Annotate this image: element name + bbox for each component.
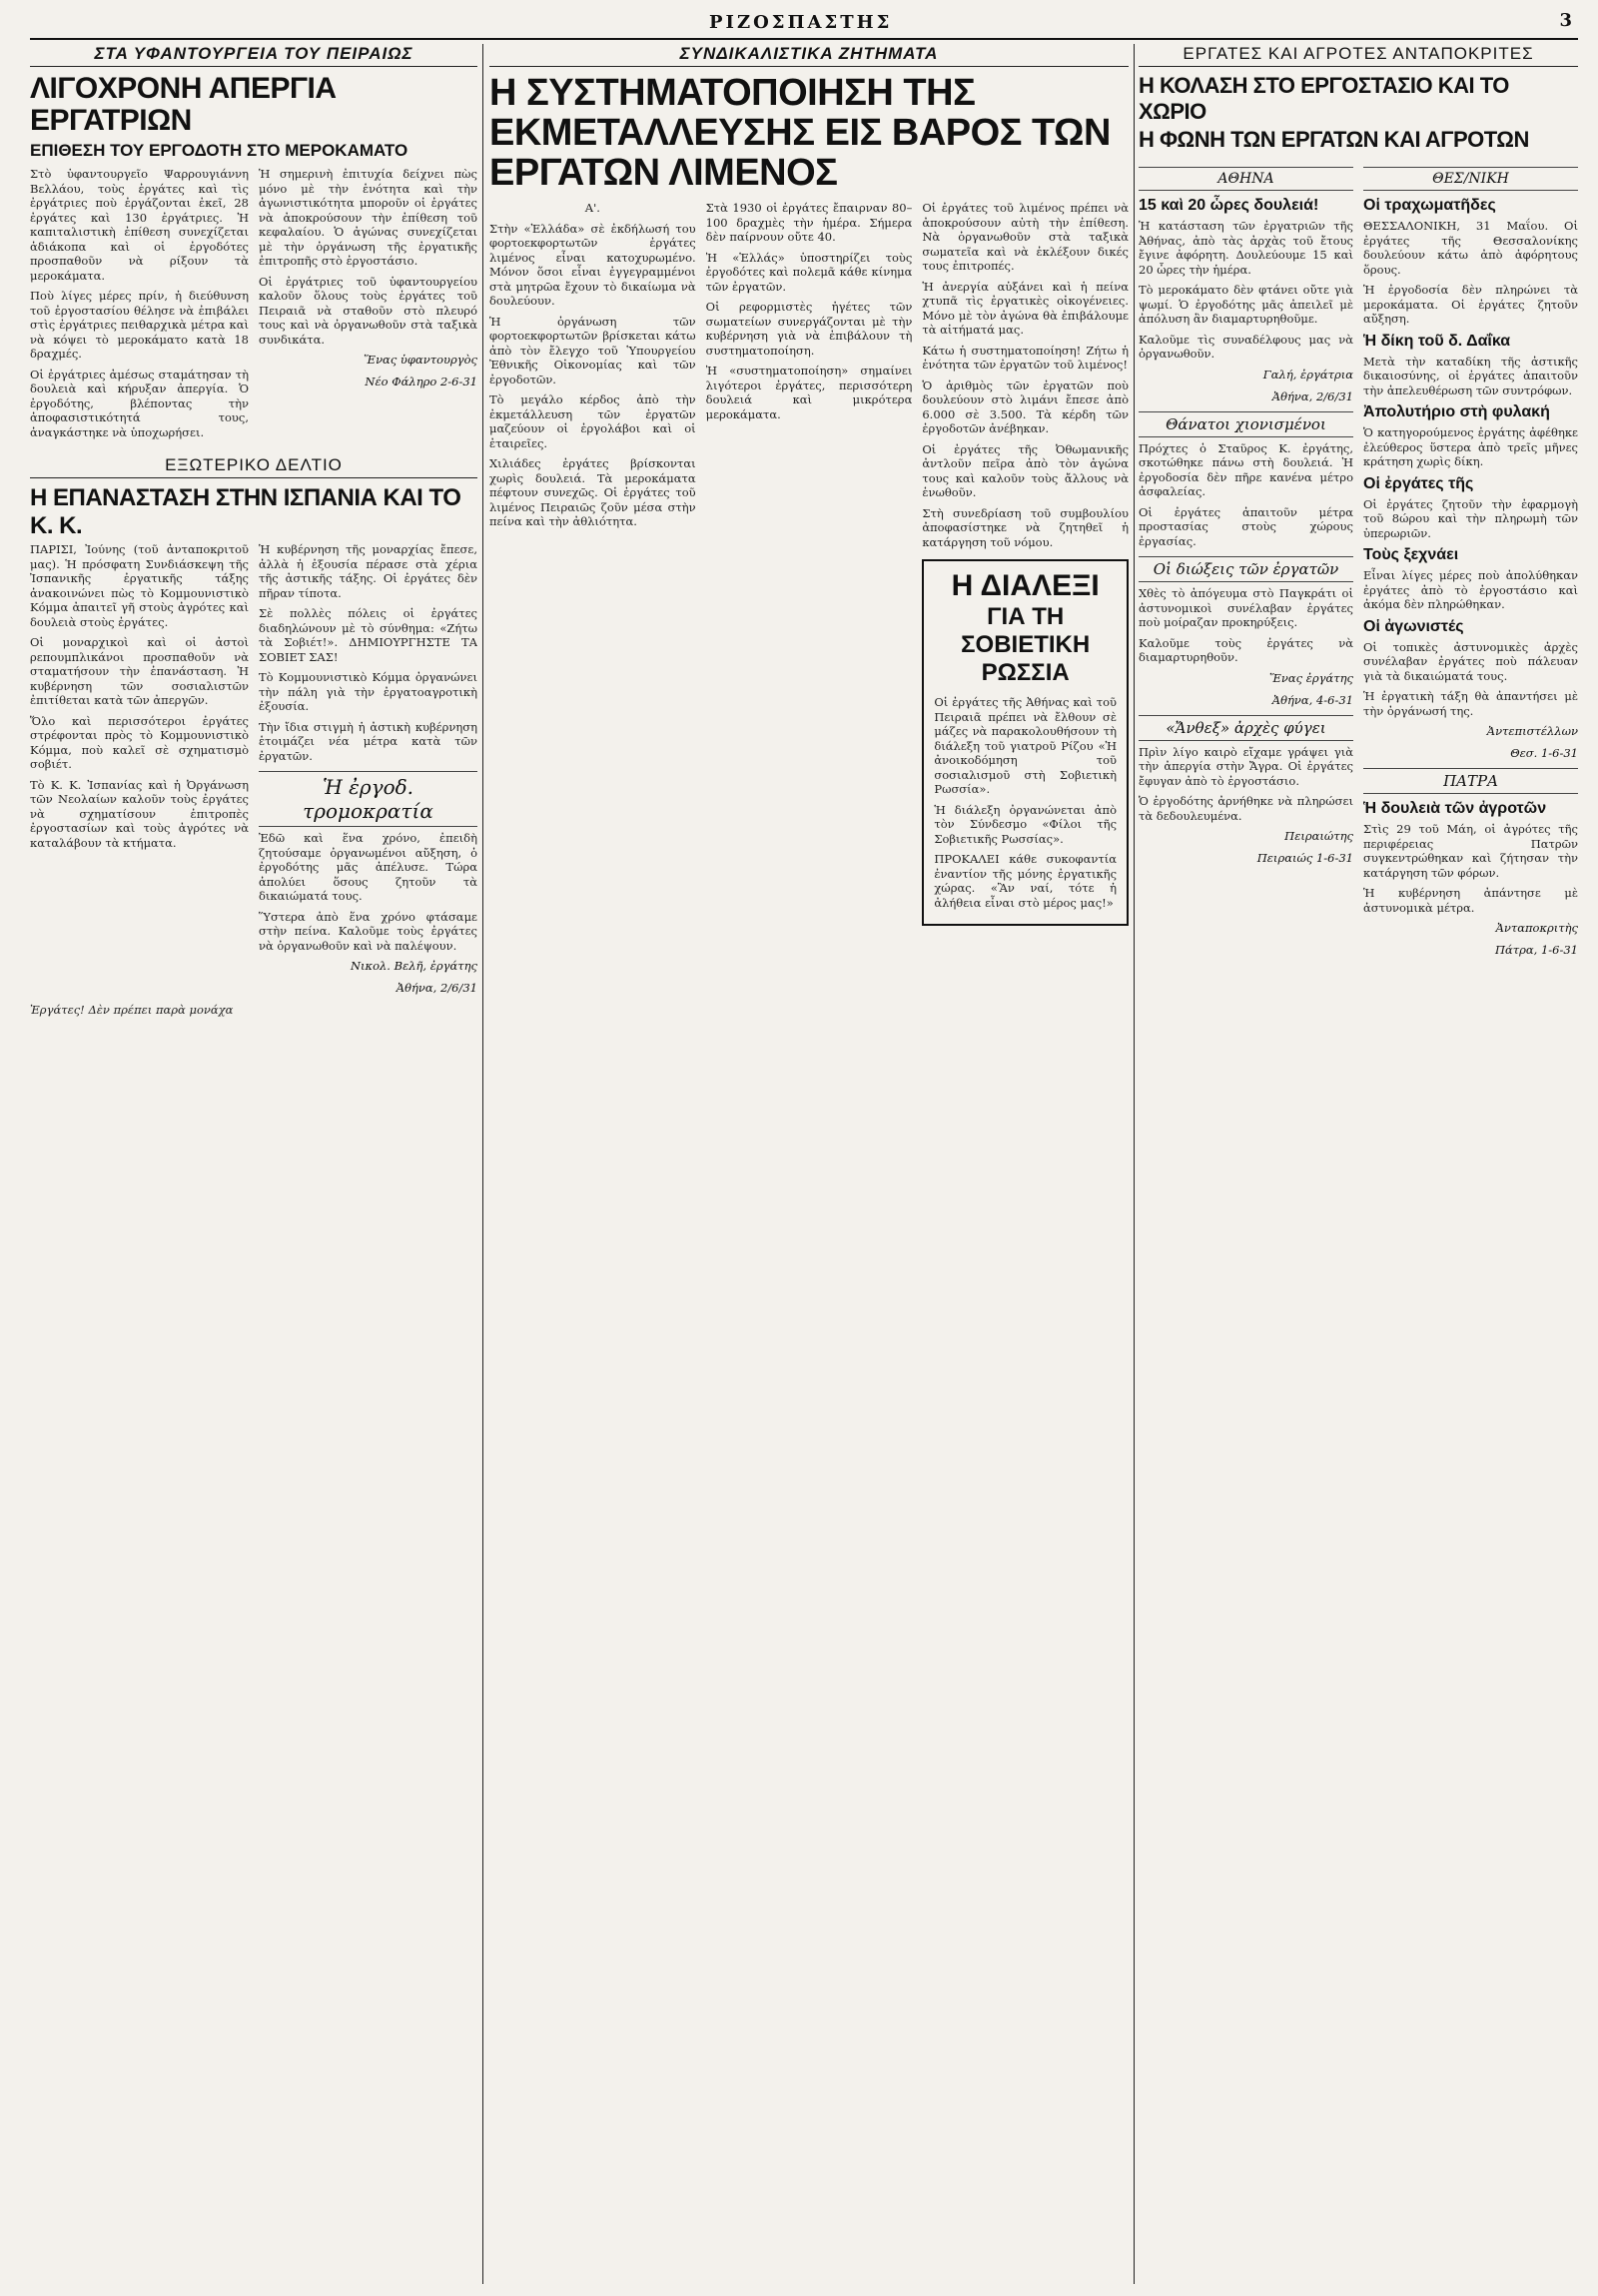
section-label: ΣΤΑ ΥΦΑΝΤΟΥΡΓΕΙΑ ΤΟΥ ΠΕΙΡΑΙΩΣ	[30, 44, 477, 67]
article-headline: Οἱ τραχωματῆδες	[1363, 197, 1496, 214]
section-label: ΕΡΓΑΤΕΣ ΚΑΙ ΑΓΡΟΤΕΣ ΑΝΤΑΠΟΚΡΙΤΕΣ	[1139, 44, 1578, 67]
paragraph: Ἡ ἀνεργία αὐξάνει καὶ ἡ πείνα χτυπᾶ τὶς ἐργατικὲς οἰκογένειες. Μόνο μὲ τὸν ἀγώνα θὰ ἐπιβάλουμε τὰ αἰτήματά μας.	[922, 279, 1129, 337]
dateline: Πάτρα, 1-6-31	[1494, 943, 1578, 957]
article-headline: Τοὺς ξεχνάει	[1363, 546, 1459, 563]
paragraph: Τὸ μεγάλο κέρδος ἀπὸ τὴν ἐκμετάλλευση τῶν ἐργατῶν μαζεύουν οἱ ἐργολάβοι καὶ οἱ ἐταιρεῖες.	[489, 392, 696, 450]
dateline: Πειραιώς 1-6-31	[1256, 851, 1353, 865]
city-label: ΘΕΣ/ΝΙΚΗ	[1363, 167, 1578, 191]
paragraph: Ἡ διάλεξη ὀργανώνεται ἀπὸ τὸν Σύνδεσμο «Φίλοι τῆς Σοβιετικῆς Ρωσσίας».	[934, 802, 1118, 846]
signature: Γαλή, ἐργάτρια	[1262, 367, 1353, 382]
paragraph: Ἡ ἐργοδοσία δὲν πληρώνει τὰ μεροκάματα. Οἱ ἐργάτες ζητοῦν αὔξηση.	[1363, 283, 1578, 326]
paragraph: Οἱ ἐργάτριες τοῦ ὑφαντουργείου καλοῦν ὅλους τοὺς ἐργάτες τοῦ Πειραιᾶ νὰ σταθοῦν στὸ πλευρό τους καὶ νὰ ὀργανωθοῦν στὰ ταξικὰ συνδικάτα.	[259, 274, 477, 347]
city-label: ΠΑΤΡΑ	[1363, 768, 1578, 794]
article-headline: Ἡ ἐργοδ. τρομοκρατία	[259, 771, 477, 827]
paragraph: ΠΑΡΙΣΙ, Ἰούνης (τοῦ ἀνταποκριτοῦ μας). Ἡ πρόσφατη Συνδιάσκεψη τῆς Ἰσπανικῆς ἐργατικῆς τάξης ἀνακοινώνει πὼς τὸ Κομμουνιστικὸ Κόμμα ἀπαιτεῖ γῆ στοὺς ἀγρότες καὶ δουλειὰ στοὺς ἐργάτες.	[30, 542, 249, 629]
article-headline: Οἱ ἀγωνιστές	[1363, 617, 1464, 635]
paragraph: Στὰ 1930 οἱ ἐργάτες ἔπαιρναν 80–100 δραχμὲς τὴν ἡμέρα. Σήμερα δὲν παίρνουν οὔτε 40.	[705, 201, 913, 244]
paragraph: Οἱ ρεφορμιστὲς ἡγέτες τῶν σωματείων συνεργάζονται μὲ τὴν κυβέρνηση γιὰ νὰ ἐπιβάλουν τὴ συστηματοποίηση.	[705, 300, 913, 358]
paragraph: Χθὲς τὸ ἀπόγευμα στὸ Παγκράτι οἱ ἀστυνομικοὶ συνέλαβαν ἐργάτες ποὺ μοίραζαν προκηρύξεις.	[1139, 586, 1353, 629]
paragraph: ΘΕΣΣΑΛΟΝΙΚΗ, 31 Μαΐου. Οἱ ἐργάτες τῆς Θεσσαλονίκης δουλεύουν κάτω ἀπὸ ἀφόρητους ὅρους.	[1363, 219, 1578, 277]
article-headline: Θάνατοι χιονισμένοι	[1139, 411, 1353, 437]
dateline: Ἀθήνα, 4-6-31	[1271, 692, 1353, 707]
city-label: ΑΘΗΝΑ	[1139, 167, 1353, 191]
paragraph: Ἡ ὀργάνωση τῶν φορτοεκφορτωτῶν βρίσκεται κάτω ἀπὸ τὸν ἔλεγχο τοῦ Ὑπουργείου Ἐθνικῆς Οἰκονομίας καὶ τῶν ἐργοδοτῶν.	[489, 314, 696, 386]
article-headline: Ἡ δίκη τοῦ δ. Δαΐκα	[1363, 332, 1511, 350]
article-body	[489, 201, 1129, 926]
section-label: ΕΞΩΤΕΡΙΚΟ ΔΕΛΤΙΟ	[30, 455, 477, 478]
dateline: Ἀθήνα, 2/6/31	[396, 981, 477, 995]
dateline: Νέο Φάληρο 2-6-31	[365, 375, 477, 388]
paragraph: Ἡ κυβέρνηση ἀπάντησε μὲ ἀστυνομικὰ μέτρα.	[1363, 886, 1578, 915]
paragraph: Τὸ Κ. Κ. Ἰσπανίας καὶ ἡ Ὀργάνωση τῶν Νεολαίων καλοῦν τοὺς ἐργάτες νὰ σχηματίσουν ἐπιτροπὲς ἐργοστασίων καὶ τοὺς ἀγρότες νὰ καταλάβουν τὰ κτήματα.	[30, 777, 249, 850]
masthead	[30, 8, 1578, 40]
paragraph: Οἱ τοπικὲς ἀστυνομικὲς ἀρχὲς συνέλαβαν ἐργάτες ποὺ πάλευαν γιὰ τὰ δικαιώματά τους.	[1363, 639, 1578, 683]
paragraph: Τὸ Κομμουνιστικὸ Κόμμα ὀργανώνει τὴν πάλη γιὰ τὴν ἐργατοαγροτικὴ ἐξουσία.	[259, 670, 477, 713]
column-center	[489, 44, 1129, 2281]
paragraph: ΠΡΟΚΑΛΕΙ κάθε συκοφαντία ἐναντίον τῆς μόνης ἐργατικῆς χώρας. «Ἂν ναί, τότε ἡ ἀλήθεια εἶναι στὸ μέρος μας!»	[934, 852, 1118, 910]
paragraph: Ἡ ἐργατικὴ τάξη θὰ ἀπαντήσει μὲ τὴν ὀργάνωσή της.	[1363, 689, 1578, 718]
article-headline: ΛΙΓΟΧΡΟΝΗ ΑΠΕΡΓΙΑ ΕΡΓΑΤΡΙΩΝ	[30, 72, 337, 137]
dateline: Θεσ. 1-6-31	[1510, 746, 1578, 760]
masthead-name: ΡΙΖΟΣΠΑΣΤΗΣ	[709, 12, 893, 33]
paragraph: Οἱ ἐργάτες ζητοῦν τὴν ἐφαρμογὴ τοῦ 8ώρου καὶ τὴν πληρωμὴ τῶν ὑπερωριῶν.	[1363, 496, 1578, 540]
signature: Ἀνταποκριτὴς	[1495, 921, 1578, 935]
paragraph: Σὲ πολλὲς πόλεις οἱ ἐργάτες διαδηλώνουν μὲ τὸ σύνθημα: «Ζήτω τὰ Σοβιέτ!». ΔΗΜΙΟΥΡΓΗΣΤΕ ΤΑ ΣΟΒΙΕΤ ΣΑΣ!	[259, 606, 477, 664]
article-headline: Η ΚΟΛΑΣΗ ΣΤΟ ΕΡΓΟΣΤΑΣΙΟ ΚΑΙ ΤΟ ΧΩΡΙΟ	[1139, 73, 1509, 124]
paragraph: Ὁ ἀριθμὸς τῶν ἐργατῶν ποὺ δουλεύουν στὸ λιμάνι ἔπεσε ἀπὸ 6.000 σὲ 3.500. Τὰ κέρδη τῶν ἐργοδοτῶν ἀνέβηκαν.	[922, 378, 1129, 435]
paragraph: Στὶς 29 τοῦ Μάη, οἱ ἀγρότες τῆς περιφέρειας Πατρῶν συγκεντρώθηκαν καὶ ζήτησαν τὴν κατάργηση τῶν φόρων.	[1363, 822, 1578, 880]
paragraph: Εἶναι λίγες μέρες ποὺ ἀπολύθηκαν ἐργάτες ἀπὸ τὸ ἐργοστάσιο καὶ ἀκόμα δὲν πληρώθηκαν.	[1363, 568, 1578, 611]
article-body	[30, 167, 477, 445]
column-right	[1139, 44, 1578, 2281]
paragraph: Χιλιάδες ἐργάτες βρίσκονται χωρὶς δουλειά. Τὰ μεροκάματα πέφτουν συνεχῶς. Οἱ ἐργάτες τοῦ λιμένος Πειραιῶς ζοῦν μέσα στὴν πείνα καὶ τὴν ἀθλιότητα.	[489, 456, 696, 528]
paragraph: Πρόχτες ὁ Σταῦρος Κ. ἐργάτης, σκοτώθηκε πάνω στὴ δουλειά. Ἡ ἐργοδοσία δὲν πῆρε κανένα μέτρο ἀσφαλείας.	[1139, 440, 1353, 498]
column-rule	[482, 44, 483, 2284]
paragraph: Ἡ σημερινὴ ἐπιτυχία δείχνει πὼς μόνο μὲ τὴν ἑνότητα καὶ τὴν ἀγωνιστικότητα μποροῦν οἱ ἐργάτες νὰ ἀποκρούσουν τὴν ἐπίθεση τοῦ κεφαλαίου. Ὁ ἀγώνας συνεχίζεται μὲ τὴν ὀργάνωση τῆς ἐργατικῆς ἐπιτροπῆς στὸ ἐργοστάσιο.	[259, 167, 477, 268]
article-headline: «Ἄνθεξ» ἀρχὲς φύγει	[1139, 715, 1353, 741]
paragraph: Καλοῦμε τὶς συναδέλφους μας νὰ ὀργανωθοῦν.	[1139, 332, 1353, 361]
paragraph: Τὸ μεροκάματο δὲν φτάνει οὔτε γιὰ ψωμί. Ὁ ἐργοδότης μᾶς ἀπειλεῖ μὲ ἀπόλυση ἂν διαμαρτυρηθοῦμε.	[1139, 283, 1353, 326]
paragraph: Ποὺ λίγες μέρες πρίν, ἡ διεύθυνση τοῦ ἐργοστασίου θέλησε νὰ ἐπιβάλει στὶς ἐργάτριες πειθαρχικὰ μέτρα καὶ νὰ κόψει τὸ μεροκάματο κατὰ 18 δραχμές.	[30, 289, 249, 361]
article-body	[1139, 159, 1578, 965]
paragraph: Στὴν «Ἑλλάδα» σὲ ἐκδήλωσή του φορτοεκφορτωτῶν ἐργάτες λιμένος εἶναι κατοχυρωμένο. Μόνον ὅσοι εἶναι ἐγγεγραμμένοι στὰ μητρῶα ἔχουν τὸ δικαίωμα νὰ δουλεύουν.	[489, 221, 696, 308]
paragraph: Ὕστερα ἀπὸ ἕνα χρόνο φτάσαμε στὴν πείνα. Καλοῦμε τοὺς ἐργάτες νὰ ὀργανωθοῦν καὶ νὰ παλέψουν.	[259, 909, 477, 953]
signature: Ἕνας ὑφαντουργὸς	[364, 353, 477, 367]
paragraph: Οἱ ἐργάτριες ἀμέσως σταμάτησαν τὴ δουλειὰ καὶ κήρυξαν ἀπεργία. Ὁ ἐργοδότης, βλέποντας τὴν ἀποφασιστικότητά τους, ἀναγκάστηκε νὰ ὑποχωρήσει.	[30, 367, 249, 439]
paragraph: Οἱ μοναρχικοὶ καὶ οἱ ἀστοὶ ρεπουμπλικάνοι προσπαθοῦν νὰ σταματήσουν τὴν ἐπανάσταση. Ἡ κυβέρνηση τῶν σοσιαλιστῶν ἐπιτίθεται κατὰ τῶν ἀπεργῶν.	[30, 635, 249, 707]
article-subhead: ΕΠΙΘΕΣΗ ΤΟΥ ΕΡΓΟΔΟΤΗ ΣΤΟ ΜΕΡΟΚΑΜΑΤΟ	[30, 141, 408, 160]
paragraph: Ὁ ἐργοδότης ἀρνήθηκε νὰ πληρώσει τὰ δεδουλευμένα.	[1139, 794, 1353, 823]
article-headline: Οἱ διώξεις τῶν ἐργατῶν	[1139, 556, 1353, 582]
paragraph: Οἱ ἐργάτες ἀπαιτοῦν μέτρα προστασίας στοὺς χώρους ἐργασίας.	[1139, 504, 1353, 548]
article-headline: Ἀπολυτήριο στὴ φυλακή	[1363, 403, 1550, 420]
paragraph: Ἡ κατάσταση τῶν ἐργατριῶν τῆς Ἀθήνας, ἀπὸ τὰς ἀρχὰς τοῦ ἔτους ἔγινε ἀφόρητη. Δουλεύουμε 15 καὶ 20 ὧρες τὴν ἡμέρα.	[1139, 219, 1353, 277]
dateline: Ἀθήνα, 2/6/31	[1271, 388, 1353, 403]
section-number: Α'.	[584, 201, 600, 215]
article-headline: Οἱ ἐργάτες τῆς	[1363, 474, 1474, 492]
paragraph: Πρὶν λίγο καιρὸ εἴχαμε γράψει γιὰ τὴν ἀπεργία στὴν Ἄγρα. Οἱ ἐργάτες ἔφυγαν ἀπὸ τὸ ἐργοστάσιο.	[1139, 744, 1353, 788]
signature: Νικολ. Βελῆ, ἐργάτης	[350, 959, 477, 973]
paragraph: Ἡ «Ἑλλάς» ὑποστηρίζει τοὺς ἐργοδότες καὶ πολεμᾶ κάθε κίνημα τῶν ἐργατῶν.	[705, 250, 913, 294]
paragraph: Μετὰ τὴν καταδίκη τῆς ἀστικῆς δικαιοσύνης, οἱ ἐργάτες ἀπαιτοῦν τὴν ἀπελευθέρωση τῶν συντρόφων.	[1363, 354, 1578, 397]
paragraph: Οἱ ἐργάτες τῆς Ὀθωμανικῆς ἀντλοῦν πεῖρα ἀπὸ τὸν ἀγώνα τους καὶ καλοῦν τοὺς ἄλλους νὰ ἑνωθοῦν.	[922, 441, 1129, 499]
column-rule	[1134, 44, 1135, 2284]
box-subtitle: ΓΙΑ ΤΗ ΣΟΒΙΕΤΙΚΗ ΡΩΣΣΙΑ	[961, 603, 1091, 686]
article-body	[30, 542, 477, 1003]
paragraph: Ἡ «συστηματοποίηση» σημαίνει λιγότεροι ἐργάτες, περισσότερη δουλειά καὶ μικρότερα μεροκάματα.	[705, 364, 913, 421]
paragraph: Στὴ συνεδρίαση τοῦ συμβουλίου ἀποφασίστηκε νὰ ζητηθεῖ ἡ κατάργηση τοῦ νόμου.	[922, 505, 1129, 549]
column-left	[30, 44, 477, 2281]
paragraph: Ἐργάτες! Δὲν πρέπει παρὰ μονάχα	[30, 1003, 234, 1017]
paragraph: Ὅλο καὶ περισσότεροι ἐργάτες στρέφονται πρὸς τὸ Κομμουνιστικὸ Κόμμα, ποὺ καλεῖ σὲ σχηματισμὸ σοβιέτ.	[30, 713, 249, 771]
paragraph: Ἡ κυβέρνηση τῆς μοναρχίας ἔπεσε, ἀλλὰ ἡ ἐξουσία πέρασε στὰ χέρια τῆς ἀστικῆς τάξης. Οἱ ἐργάτες δὲν πῆραν τίποτα.	[259, 542, 477, 600]
paragraph: Καλοῦμε τοὺς ἐργάτες νὰ διαμαρτυρηθοῦν.	[1139, 635, 1353, 664]
article-headline: Η ΣΥΣΤΗΜΑΤΟΠΟΙΗΣΗ ΤΗΣ ΕΚΜΕΤΑΛΛΕΥΣΗΣ ΕΙΣ ΒΑΡΟΣ ΤΩΝ ΕΡΓΑΤΩΝ ΛΙΜΕΝΟΣ	[489, 72, 1111, 194]
lecture-announcement-box	[922, 559, 1129, 926]
article-headline: Ἡ δουλειὰ τῶν ἀγροτῶν	[1363, 800, 1547, 817]
paragraph: Οἱ ἐργάτες τοῦ λιμένος πρέπει νὰ ἀποκρούσουν αὐτὴ τὴν ἐπίθεση. Νὰ ὀργανωθοῦν στὰ ταξικὰ σωματεῖα καὶ νὰ ἐκλέξουν δικές τους ἐπιτροπές.	[922, 201, 1129, 273]
paragraph: Κάτω ἡ συστηματοποίηση! Ζήτω ἡ ἑνότητα τῶν ἐργατῶν τοῦ λιμένος!	[922, 343, 1129, 372]
paragraph: Οἱ ἐργάτες τῆς Ἀθήνας καὶ τοῦ Πειραιᾶ πρέπει νὰ ἔλθουν σὲ μάζες νὰ παρακολουθήσουν τὴ διάλεξη τοῦ γιατροῦ Ρίζου «Ἡ ἀνοικοδόμηση τοῦ σοσιαλισμοῦ στὴ Σοβιετικὴ Ρωσσία».	[934, 695, 1118, 796]
section-label: ΣΥΝΔΙΚΑΛΙΣΤΙΚΑ ΖΗΤΗΜΑΤΑ	[489, 44, 1129, 67]
signature: Ἕνας ἐργάτης	[1268, 670, 1353, 685]
page-number: 3	[1559, 10, 1572, 31]
paragraph: Στὸ ὑφαντουργεῖο Ψαρρουγιάννη Βελλάου, τοὺς ἐργάτες καὶ τὶς ἐργάτριες ποὺ ἐργάζονται ἐκεῖ, 28 ἐργάτες καὶ 130 ἐργάτριες. Ἡ καπιταλιστικὴ ἐπίθεση συνεχίζεται ἀδιάκοπα καὶ οἱ ἐργοδότες προσπαθοῦν νὰ ρίξουν τὰ μεροκάματα.	[30, 167, 249, 283]
article-headline: 15 καὶ 20 ὧρες δουλειά!	[1139, 197, 1319, 214]
paragraph: Ἐδῶ καὶ ἕνα χρόνο, ἐπειδὴ ζητούσαμε ὀργανωμένοι αὔξηση, ὁ ἐργοδότης μᾶς ἀπέλυσε. Τώρα ἀπολύει ὅσους ζητοῦν τὰ δικαιώματά τους.	[259, 831, 477, 903]
signature: Ἀντεπιστέλλων	[1486, 724, 1578, 738]
article-headline: Η ΕΠΑΝΑΣΤΑΣΗ ΣΤΗΝ ΙΣΠΑΝΙΑ ΚΑΙ ΤΟ Κ. Κ.	[30, 484, 461, 539]
paragraph: Τὴν ἴδια στιγμὴ ἡ ἀστικὴ κυβέρνηση ἑτοιμάζει νέα μέτρα κατὰ τῶν ἐργατῶν.	[259, 719, 477, 763]
article-headline: Η ΦΩΝΗ ΤΩΝ ΕΡΓΑΤΩΝ ΚΑΙ ΑΓΡΟΤΩΝ	[1139, 127, 1529, 152]
box-title: Η ΔΙΑΛΕΞΙ	[951, 569, 1100, 602]
signature: Πειραιώτης	[1284, 829, 1353, 843]
paragraph: Ὁ κατηγορούμενος ἐργάτης ἀφέθηκε ἐλεύθερος ὕστερα ἀπὸ τρεῖς μῆνες κράτηση χωρὶς δίκη.	[1363, 425, 1578, 468]
